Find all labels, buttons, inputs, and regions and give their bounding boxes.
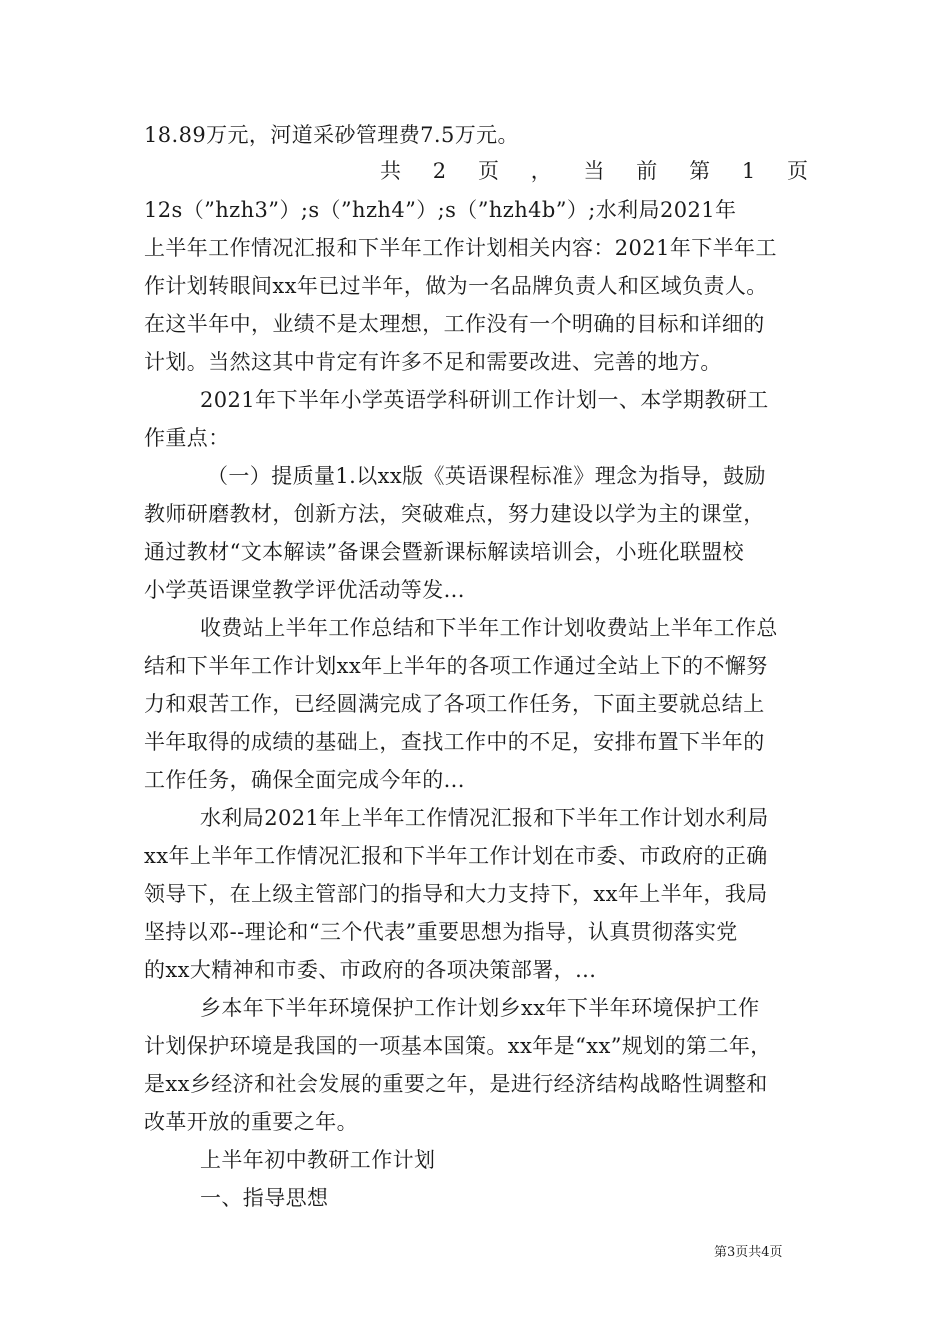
paragraph-start-line: 乡本年下半年环境保护工作计划乡xx年下半年环境保护工作	[200, 996, 760, 1020]
page-counter-char: 第	[689, 159, 711, 183]
page-footer: 第3页共4页	[714, 1245, 783, 1260]
page-counter-char: 页	[477, 159, 499, 183]
section-heading: 一、指导思想	[200, 1186, 329, 1210]
page-counter-line	[380, 157, 808, 185]
text-line: 工作任务，确保全面完成今年的...	[144, 768, 465, 792]
page-counter-char: ，	[530, 159, 552, 183]
page-counter-char: 1	[741, 159, 756, 183]
paragraph-start-line: 2021年下半年小学英语学科研训工作计划一、本学期教研工	[200, 388, 769, 412]
text-line: 教师研磨教材，创新方法，突破难点，努力建设以学为主的课堂，	[144, 502, 765, 526]
text-line: 的xx大精神和市委、市政府的各项决策部署，...	[144, 958, 597, 982]
text-line: 计划。当然这其中肯定有许多不足和需要改进、完善的地方。	[144, 350, 722, 374]
text-line: 领导下，在上级主管部门的指导和大力支持下，xx年上半年，我局	[144, 882, 768, 906]
paragraph-start-line: 水利局2021年上半年工作情况汇报和下半年工作计划水利局	[200, 806, 769, 830]
page-counter-char: 页	[787, 159, 808, 183]
page-counter-char: 当	[583, 159, 605, 183]
page-counter-char: 前	[636, 159, 658, 183]
section-heading: 上半年初中教研工作计划	[200, 1148, 436, 1172]
text-line: 是xx乡经济和社会发展的重要之年，是进行经济结构战略性调整和	[144, 1072, 768, 1096]
text-line: 18.89万元，河道采砂管理费7.5万元。	[144, 123, 519, 147]
text-line: 半年取得的成绩的基础上，查找工作中的不足，安排布置下半年的	[144, 730, 765, 754]
text-line: 小学英语课堂教学评优活动等发...	[144, 578, 465, 602]
text-line: 通过教材“文本解读”备课会暨新课标解读培训会，小班化联盟校	[144, 540, 745, 564]
text-line: 坚持以邓--理论和“三个代表”重要思想为指导，认真贯彻落实党	[144, 920, 738, 944]
text-line: 结和下半年工作计划xx年上半年的各项工作通过全站上下的不懈努	[144, 654, 768, 678]
text-line: 改革开放的重要之年。	[144, 1110, 358, 1134]
paragraph-start-line: （一）提质量1.以xx版《英语课程标准》理念为指导，鼓励	[207, 464, 766, 488]
text-line: 12s（”hzh3”）;s（”hzh4”）;s（”hzh4b”）;水利局2021年	[144, 198, 737, 222]
paragraph-start-line: 收费站上半年工作总结和下半年工作计划收费站上半年工作总	[200, 616, 778, 640]
page-counter-char: 共	[380, 159, 401, 183]
text-line: xx年上半年工作情况汇报和下半年工作计划在市委、市政府的正确	[144, 844, 768, 868]
text-line: 力和艰苦工作，已经圆满完成了各项工作任务，下面主要就总结上	[144, 692, 765, 716]
page-counter-char: 2	[432, 159, 447, 183]
text-line: 计划保护环境是我国的一项基本国策。xx年是“xx”规划的第二年，	[144, 1034, 772, 1058]
text-line: 在这半年中，业绩不是太理想，工作没有一个明确的目标和详细的	[144, 312, 765, 336]
text-line: 作计划转眼间xx年已过半年，做为一名品牌负责人和区域负责人。	[144, 274, 768, 298]
text-line: 作重点：	[144, 426, 230, 450]
text-line: 上半年工作情况汇报和下半年工作计划相关内容：2021年下半年工	[144, 236, 777, 260]
